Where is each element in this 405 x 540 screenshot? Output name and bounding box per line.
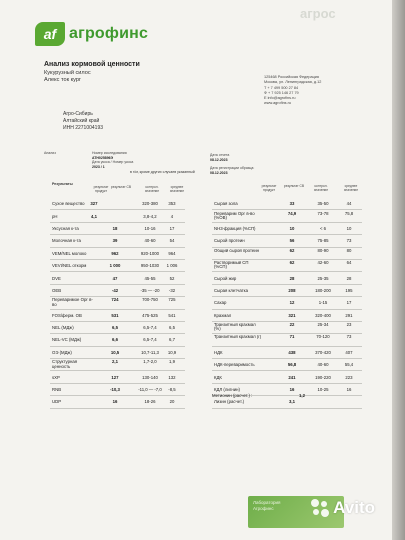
- row-value: 241: [288, 374, 296, 380]
- table-row: [212, 371, 362, 383]
- row-value: 17: [169, 225, 175, 231]
- row-value: 71: [289, 335, 295, 340]
- registration-date: 08.12.2023: [210, 170, 228, 175]
- row-value: 70-120: [316, 335, 330, 340]
- column-header: результат продукт: [93, 185, 109, 193]
- row-value: 73-78: [317, 211, 329, 216]
- cut-date-value: 2023 / 1: [92, 164, 105, 169]
- table-row: [212, 347, 362, 359]
- client-inn: ИНН 2271004193: [63, 125, 104, 131]
- row-label: Структурная ценность: [52, 360, 78, 369]
- methionine-label: Метионин (расчет.) :: [212, 393, 253, 398]
- table-row: [212, 310, 362, 322]
- row-value: 3,1: [289, 399, 295, 405]
- table-row: [50, 235, 185, 247]
- row-label: Общий сырой протеин: [214, 248, 260, 253]
- row-label: NEL (МДж): [52, 325, 74, 331]
- row-label: Переваримое Орг в-во: [52, 298, 93, 307]
- row-label: Сырой жир: [214, 275, 237, 281]
- table-row: [50, 396, 185, 408]
- address-line: E info@agrofins.ru: [264, 96, 296, 101]
- table-row: [212, 210, 362, 222]
- row-value: 321: [288, 312, 296, 318]
- page-shadow-edge: [392, 0, 405, 540]
- brand-logo: [35, 22, 148, 46]
- table-row: [50, 347, 185, 359]
- report-meta: [210, 153, 254, 175]
- row-value: 10,5: [110, 349, 120, 355]
- row-value: 56,8: [287, 362, 297, 368]
- table-row: [50, 359, 185, 371]
- row-value: 73: [346, 238, 352, 244]
- row-label: RNB: [52, 387, 62, 393]
- client-info: [63, 111, 103, 132]
- row-label: VEVI/NEL откорм: [52, 263, 87, 269]
- row-label: НДК: [214, 349, 223, 355]
- row-label: Переварим Орг в-во (%ОВ): [214, 211, 255, 220]
- row-label: NH3-фракция (%СП): [214, 225, 256, 231]
- registration-date-label: Дата регистрации образца:: [210, 166, 255, 171]
- row-value: 4: [170, 213, 174, 219]
- table-row: [212, 260, 362, 272]
- table-row: [50, 371, 185, 383]
- row-label: Транзитный крахмал (%): [214, 323, 256, 332]
- row-value: 475-525: [142, 312, 158, 318]
- ghost-logo-text: агрос: [300, 6, 336, 21]
- table-row: [50, 248, 185, 260]
- row-value: 2,1: [112, 360, 118, 365]
- row-value: 208: [288, 287, 296, 293]
- row-value: 531: [111, 312, 119, 318]
- banner-line-1: Лаборатория: [253, 500, 281, 505]
- table-row: [50, 322, 185, 334]
- row-value: 6,6: [112, 337, 118, 343]
- row-value: 10: [289, 225, 295, 231]
- table-row: [50, 384, 185, 396]
- row-value: 407: [345, 349, 353, 355]
- row-value: 75-85: [317, 238, 329, 244]
- cut-date-label: Дата укоса / Номер укоса: [92, 160, 134, 165]
- row-value: 64: [346, 261, 352, 266]
- address-line: Ф + 7 925 146 27 79: [264, 90, 299, 95]
- row-label: КДК: [214, 374, 222, 380]
- row-value: 920-1000: [140, 250, 160, 256]
- row-value: 80: [346, 248, 352, 253]
- document-subtitle: [44, 70, 91, 84]
- study-number-label: Номер исследования: [92, 151, 127, 155]
- row-value: 190-220: [315, 374, 331, 380]
- row-value: 962: [111, 250, 119, 256]
- row-value: 20: [169, 399, 175, 405]
- row-value: 1 000: [109, 263, 121, 269]
- row-value: 18: [112, 225, 118, 231]
- table-row: [50, 260, 185, 272]
- row-value: < 6: [319, 225, 327, 231]
- row-value: 223: [345, 374, 353, 380]
- row-value: 130-140: [142, 374, 158, 380]
- row-label: Уксусная к-та: [52, 225, 79, 231]
- row-value: 6,5-7,4: [143, 325, 157, 331]
- row-label: Сырой протеин: [214, 238, 245, 244]
- table-row: [212, 396, 362, 408]
- row-value: 62: [289, 261, 295, 266]
- row-label: Растворимый СП (%СП): [214, 261, 249, 270]
- table-row: [50, 285, 185, 297]
- banner-line-2: Агрофинс: [253, 506, 274, 511]
- column-header: контрол. значение: [313, 184, 329, 192]
- row-value: 16: [289, 387, 295, 393]
- table-row: [212, 285, 362, 297]
- row-value: 127: [111, 374, 119, 380]
- address-line: Т + 7 499 500 27 84: [264, 85, 299, 90]
- row-value: 10,7-11,3: [141, 349, 159, 355]
- analysis-label: Анализ: [44, 151, 56, 155]
- row-value: 74,9: [287, 211, 297, 216]
- sample-name: Алекс ток кург: [44, 77, 81, 83]
- table-row: [50, 198, 185, 210]
- table-row: [212, 297, 362, 309]
- logo-text: агрофинс: [69, 25, 149, 42]
- address-line: 125468 Российская Федерация: [264, 75, 319, 79]
- row-value: 1-15: [318, 300, 328, 306]
- row-label: КДЛ (лигнин): [214, 387, 240, 393]
- row-value: 10: [346, 225, 352, 231]
- row-value: 55,4: [344, 362, 354, 368]
- row-label: VEM/NEL молоко: [52, 250, 87, 256]
- row-label: Сырая клетчатка: [214, 287, 249, 293]
- row-value: 370-420: [315, 349, 331, 355]
- table-row: [212, 223, 362, 235]
- report-date-label: Дата отчета: [210, 153, 230, 157]
- row-value: 80-90: [317, 248, 329, 253]
- methionine-value: 1,2: [299, 393, 305, 398]
- row-value: 3,8-4,2: [143, 213, 157, 219]
- table-row: [50, 272, 185, 284]
- table-row: [212, 198, 362, 210]
- units-note: в г/кг, кроме других случаев указанный: [130, 170, 195, 174]
- right-results-table: [212, 198, 362, 409]
- row-value: -32: [168, 287, 176, 293]
- row-value: 541: [168, 312, 176, 318]
- row-label: NEL-VC (МДж): [52, 337, 82, 343]
- row-value: 327: [90, 201, 98, 207]
- table-row: [50, 210, 185, 222]
- table-row: [212, 235, 362, 247]
- avito-text: Avito: [333, 498, 375, 517]
- address-line: Москва, ул. Ленинградская, д.12: [264, 80, 322, 85]
- address-line: www.agrofins.ru: [264, 101, 292, 106]
- row-value: 42-60: [317, 261, 329, 266]
- table-row: [212, 359, 362, 371]
- row-value: 28: [346, 275, 352, 281]
- left-results-table: [50, 198, 185, 409]
- row-value: -35 — -20: [140, 287, 160, 293]
- row-value: -8,5: [168, 387, 176, 393]
- row-label: Крахмал: [214, 312, 232, 318]
- table-row: [212, 272, 362, 284]
- row-value: 12: [289, 300, 295, 306]
- row-value: -10,3: [110, 387, 120, 393]
- row-label: OEB: [52, 287, 62, 293]
- study-number: ATH025896Э: [92, 155, 114, 160]
- table-row: [212, 334, 362, 346]
- row-value: 40-60: [317, 362, 329, 368]
- column-header: контрол. значение: [144, 185, 160, 193]
- table-row: [50, 223, 185, 235]
- row-value: 725: [168, 298, 176, 303]
- row-value: 33: [289, 201, 295, 207]
- row-value: 10,9: [167, 349, 177, 355]
- row-label: pH: [52, 213, 58, 219]
- row-label: Сахар: [214, 300, 227, 306]
- logo-mark-icon: af: [35, 22, 65, 46]
- row-label: Сухое вещество: [52, 201, 85, 207]
- table-row: [212, 248, 362, 260]
- row-label: DVE: [52, 275, 61, 281]
- company-address: [264, 75, 321, 107]
- document-title: Анализ кормовой ценности: [44, 61, 140, 68]
- row-value: -11,0 — -7,0: [138, 387, 162, 393]
- row-label: Молочная к-та: [52, 238, 81, 244]
- row-value: 438: [288, 349, 296, 355]
- row-value: 353: [168, 201, 176, 207]
- row-value: 45-55: [144, 275, 156, 281]
- row-value: 17: [346, 300, 352, 306]
- row-value: 40-60: [144, 238, 156, 244]
- results-heading: Результаты: [52, 182, 73, 186]
- column-header: среднее значение: [169, 185, 185, 193]
- row-value: 195: [345, 287, 353, 293]
- row-value: 320-380: [142, 201, 158, 207]
- row-label: Транзитный крахмал (г): [214, 335, 262, 340]
- report-date: 08.12.2023: [210, 157, 228, 162]
- feed-type: Кукурузный силос: [44, 70, 91, 76]
- row-value: 724: [111, 298, 119, 303]
- row-value: 180-200: [315, 287, 331, 293]
- row-value: 47: [112, 275, 118, 281]
- row-value: 28: [289, 275, 295, 281]
- row-value: 1,9: [169, 360, 175, 365]
- row-value: 964: [168, 250, 176, 256]
- row-value: 132: [168, 374, 176, 380]
- row-value: 22: [289, 323, 295, 328]
- row-value: 700-750: [142, 298, 158, 303]
- row-value: 1 006: [166, 263, 178, 269]
- row-label: ОЭ (МДж): [52, 349, 72, 355]
- analysis-meta: [92, 151, 133, 169]
- row-value: 25-34: [317, 323, 329, 328]
- table-row: [50, 297, 185, 309]
- row-value: 950-1030: [140, 263, 160, 269]
- row-value: 35-50: [317, 201, 329, 207]
- row-label: UDP: [52, 399, 62, 405]
- row-value: 44: [346, 201, 352, 207]
- row-value: 39: [112, 238, 118, 244]
- row-value: 10-16: [144, 225, 156, 231]
- avito-watermark: [311, 498, 375, 518]
- row-value: 54: [169, 238, 175, 244]
- row-value: 16: [346, 387, 352, 393]
- row-label: Лизин (расчет.): [214, 399, 245, 405]
- row-value: 73: [346, 335, 352, 340]
- row-value: 6,7: [169, 337, 175, 343]
- row-value: 320-400: [315, 312, 331, 318]
- row-value: 10-25: [317, 387, 329, 393]
- row-value: 6,5-7,4: [143, 337, 157, 343]
- row-label: FOS/ферм. ОВ: [52, 312, 82, 318]
- table-row: [50, 310, 185, 322]
- row-value: 16: [112, 399, 118, 405]
- avito-logo-icon: [311, 499, 329, 517]
- column-header: результат СВ: [110, 185, 132, 189]
- row-value: 52: [169, 275, 175, 281]
- column-header: среднее значение: [343, 184, 359, 192]
- row-value: 6,5: [169, 325, 175, 331]
- row-label: sXP: [52, 374, 60, 380]
- row-value: 75,8: [344, 211, 354, 216]
- row-value: 18-26: [144, 399, 156, 405]
- row-value: 6,5: [112, 325, 118, 331]
- row-value: 4,1: [91, 213, 97, 219]
- column-header: результат СВ: [283, 184, 305, 188]
- row-value: 23: [346, 323, 352, 328]
- table-row: [50, 334, 185, 346]
- row-value: 25-35: [317, 275, 329, 281]
- column-header: результат продукт: [261, 184, 277, 192]
- row-value: 62: [289, 248, 295, 253]
- client-region: Алтайский край: [63, 118, 100, 124]
- row-value: -42: [111, 287, 119, 293]
- row-value: 291: [345, 312, 353, 318]
- client-name: Агро-Сибирь: [63, 111, 93, 117]
- table-row: [212, 322, 362, 334]
- row-label: НДК-переваримость: [214, 362, 255, 368]
- row-value: 1,7-2,0: [143, 360, 157, 365]
- row-value: 56: [289, 238, 295, 244]
- row-label: Сырая зола: [214, 201, 238, 207]
